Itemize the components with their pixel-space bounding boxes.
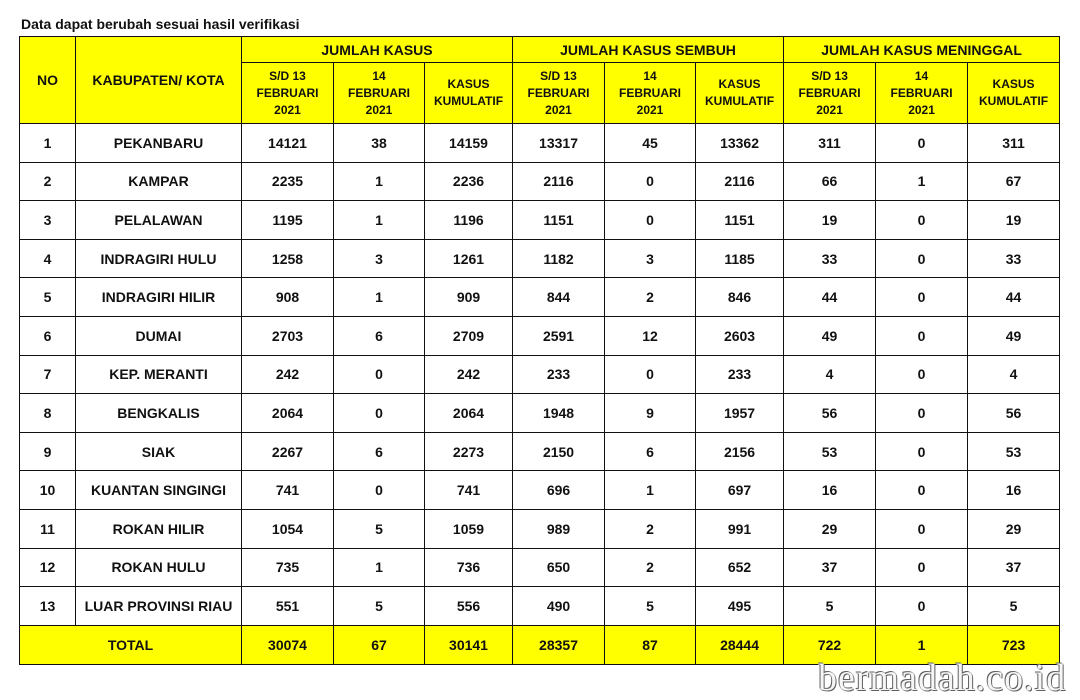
row-value: 3 [334,239,425,278]
row-value: 2064 [425,394,513,433]
table-note: Data dapat berubah sesuai hasil verifikasi [21,16,300,32]
total-value: 67 [334,625,425,664]
row-value: 29 [968,509,1060,548]
row-value: 12 [605,316,696,355]
sub-header-1-2: KASUS KUMULATIF [696,63,784,124]
row-value: 19 [968,201,1060,240]
sub-header-1-0: S/D 13 FEBRUARI 2021 [513,63,605,124]
row-value: 0 [876,471,968,510]
total-value: 30074 [242,625,334,664]
row-value: 56 [784,394,876,433]
row-value: 1185 [696,239,784,278]
row-value: 0 [605,162,696,201]
row-kabupaten: INDRAGIRI HULU [76,239,242,278]
header-kasus-sembuh: JUMLAH KASUS SEMBUH [513,37,784,63]
row-value: 5 [334,587,425,626]
sub-header-0-2: KASUS KUMULATIF [425,63,513,124]
row-value: 49 [968,316,1060,355]
row-value: 0 [876,316,968,355]
row-value: 1059 [425,509,513,548]
table-row [20,471,1060,510]
row-value: 242 [425,355,513,394]
row-value: 1 [334,548,425,587]
row-value: 49 [784,316,876,355]
row-value: 1957 [696,394,784,433]
row-value: 551 [242,587,334,626]
row-kabupaten: PELALAWAN [76,201,242,240]
row-kabupaten: SIAK [76,432,242,471]
sub-header-1-1: 14 FEBRUARI 2021 [605,63,696,124]
row-value: 37 [968,548,1060,587]
row-value: 0 [876,509,968,548]
sub-header-0-1: 14 FEBRUARI 2021 [334,63,425,124]
table-row [20,124,1060,163]
table-row [20,316,1060,355]
row-value: 1151 [513,201,605,240]
row-value: 650 [513,548,605,587]
row-value: 16 [784,471,876,510]
row-value: 736 [425,548,513,587]
table-row [20,432,1060,471]
row-value: 1 [605,471,696,510]
row-value: 13362 [696,124,784,163]
row-value: 311 [968,124,1060,163]
row-no: 13 [20,587,76,626]
row-value: 3 [605,239,696,278]
row-no: 7 [20,355,76,394]
row-value: 1182 [513,239,605,278]
row-value: 1196 [425,201,513,240]
header-kasus-meninggal: JUMLAH KASUS MENINGGAL [784,37,1060,63]
row-value: 1054 [242,509,334,548]
total-value: 1 [876,625,968,664]
row-no: 9 [20,432,76,471]
total-value: 87 [605,625,696,664]
sub-header-2-0: S/D 13 FEBRUARI 2021 [784,63,876,124]
row-value: 2235 [242,162,334,201]
row-value: 2709 [425,316,513,355]
row-value: 1 [334,201,425,240]
row-value: 5 [605,587,696,626]
row-value: 735 [242,548,334,587]
row-no: 8 [20,394,76,433]
row-value: 2703 [242,316,334,355]
row-value: 0 [876,278,968,317]
row-kabupaten: ROKAN HILIR [76,509,242,548]
row-value: 2116 [696,162,784,201]
row-kabupaten: KUANTAN SINGINGI [76,471,242,510]
row-value: 989 [513,509,605,548]
table-row [20,162,1060,201]
row-value: 6 [334,316,425,355]
sub-header-0-0: S/D 13 FEBRUARI 2021 [242,63,334,124]
row-value: 2273 [425,432,513,471]
row-value: 311 [784,124,876,163]
row-value: 53 [784,432,876,471]
row-value: 233 [513,355,605,394]
row-value: 2150 [513,432,605,471]
row-value: 697 [696,471,784,510]
row-value: 38 [334,124,425,163]
row-value: 2603 [696,316,784,355]
table-row [20,509,1060,548]
row-value: 0 [876,548,968,587]
row-value: 696 [513,471,605,510]
row-no: 11 [20,509,76,548]
row-value: 0 [876,587,968,626]
row-no: 10 [20,471,76,510]
row-value: 242 [242,355,334,394]
row-kabupaten: INDRAGIRI HILIR [76,278,242,317]
row-kabupaten: ROKAN HULU [76,548,242,587]
table-row [20,587,1060,626]
header-no: NO [20,37,76,124]
row-value: 1258 [242,239,334,278]
row-value: 0 [876,432,968,471]
row-value: 0 [876,355,968,394]
total-value: 723 [968,625,1060,664]
row-value: 2156 [696,432,784,471]
row-kabupaten: PEKANBARU [76,124,242,163]
row-value: 44 [784,278,876,317]
row-value: 9 [605,394,696,433]
row-value: 5 [784,587,876,626]
row-kabupaten: KAMPAR [76,162,242,201]
table-row [20,239,1060,278]
row-value: 66 [784,162,876,201]
total-value: 28357 [513,625,605,664]
row-no: 6 [20,316,76,355]
row-no: 4 [20,239,76,278]
sub-header-2-2: KASUS KUMULATIF [968,63,1060,124]
row-value: 5 [968,587,1060,626]
row-value: 29 [784,509,876,548]
sub-header-2-1: 14 FEBRUARI 2021 [876,63,968,124]
row-value: 844 [513,278,605,317]
row-value: 1261 [425,239,513,278]
row-value: 846 [696,278,784,317]
total-label: TOTAL [20,625,242,664]
row-value: 1 [334,162,425,201]
row-value: 37 [784,548,876,587]
row-no: 5 [20,278,76,317]
row-value: 0 [876,124,968,163]
row-value: 33 [784,239,876,278]
row-value: 1948 [513,394,605,433]
row-value: 991 [696,509,784,548]
row-no: 12 [20,548,76,587]
table-row [20,355,1060,394]
row-value: 44 [968,278,1060,317]
row-value: 1195 [242,201,334,240]
row-no: 1 [20,124,76,163]
row-value: 1 [876,162,968,201]
row-no: 2 [20,162,76,201]
row-value: 0 [876,201,968,240]
row-value: 5 [334,509,425,548]
header-jumlah-kasus: JUMLAH KASUS [242,37,513,63]
header-kabupaten: KABUPATEN/ KOTA [76,37,242,124]
row-value: 2116 [513,162,605,201]
row-value: 67 [968,162,1060,201]
row-value: 1151 [696,201,784,240]
row-value: 908 [242,278,334,317]
total-value: 28444 [696,625,784,664]
row-value: 0 [605,201,696,240]
row-no: 3 [20,201,76,240]
row-value: 909 [425,278,513,317]
row-value: 0 [334,471,425,510]
row-value: 0 [876,394,968,433]
row-value: 33 [968,239,1060,278]
row-value: 45 [605,124,696,163]
row-value: 16 [968,471,1060,510]
row-value: 490 [513,587,605,626]
total-value: 30141 [425,625,513,664]
table-row [20,548,1060,587]
row-kabupaten: BENGKALIS [76,394,242,433]
total-value: 722 [784,625,876,664]
watermark: bermadah.co.id [818,657,1067,699]
row-value: 0 [334,355,425,394]
row-value: 4 [784,355,876,394]
row-kabupaten: DUMAI [76,316,242,355]
table-body [20,124,1060,626]
row-value: 652 [696,548,784,587]
row-value: 4 [968,355,1060,394]
row-value: 2 [605,278,696,317]
row-value: 53 [968,432,1060,471]
row-value: 1 [334,278,425,317]
covid-data-table [19,36,1060,665]
row-value: 495 [696,587,784,626]
row-value: 0 [605,355,696,394]
table-row [20,278,1060,317]
row-value: 556 [425,587,513,626]
row-value: 6 [334,432,425,471]
row-value: 13317 [513,124,605,163]
row-value: 2064 [242,394,334,433]
row-value: 6 [605,432,696,471]
row-value: 2591 [513,316,605,355]
row-value: 14121 [242,124,334,163]
row-kabupaten: KEP. MERANTI [76,355,242,394]
row-value: 2267 [242,432,334,471]
row-kabupaten: LUAR PROVINSI RIAU [76,587,242,626]
row-value: 2236 [425,162,513,201]
row-value: 2 [605,509,696,548]
row-value: 2 [605,548,696,587]
row-value: 0 [876,239,968,278]
table-row [20,201,1060,240]
table-row [20,394,1060,433]
row-value: 14159 [425,124,513,163]
row-value: 0 [334,394,425,433]
row-value: 741 [242,471,334,510]
row-value: 19 [784,201,876,240]
row-value: 56 [968,394,1060,433]
row-value: 741 [425,471,513,510]
row-value: 233 [696,355,784,394]
